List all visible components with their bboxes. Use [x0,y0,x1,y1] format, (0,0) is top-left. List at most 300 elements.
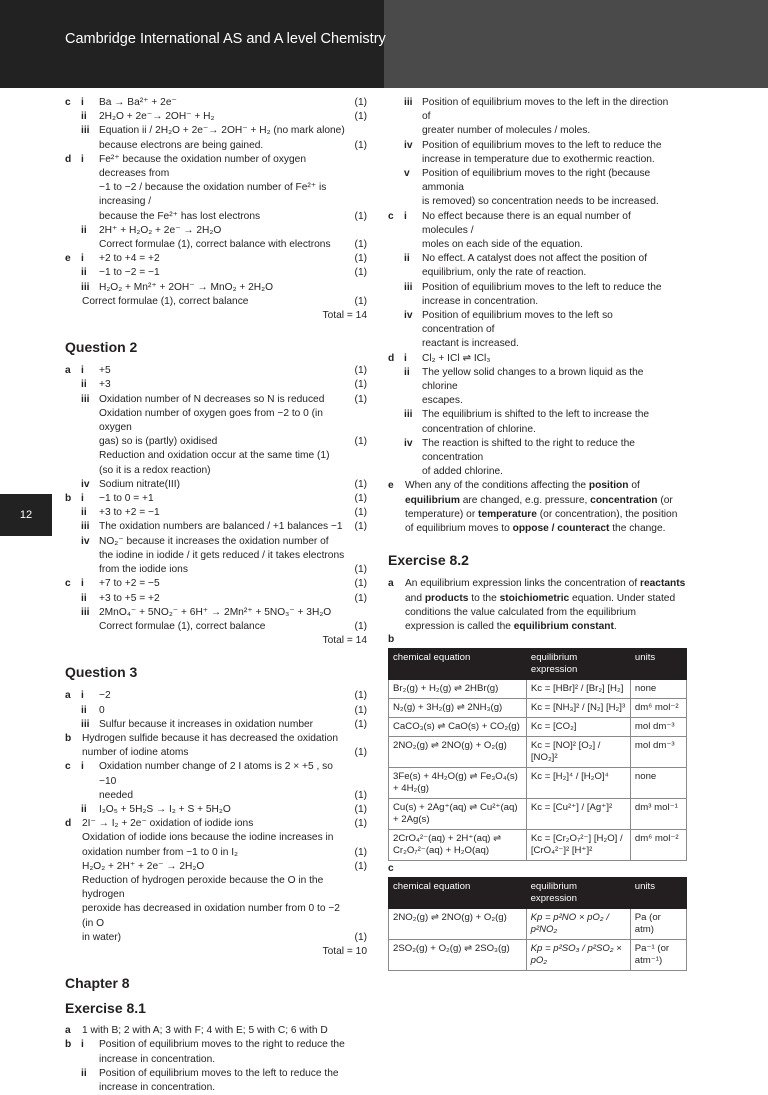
answer-text: +5 [99,365,111,377]
mark: (1) [354,393,367,405]
answer-text: No effect because there is an equal number of molecules / [422,210,631,236]
mark: (1) [354,818,367,830]
answer-line [65,96,367,110]
item-numeral: iii [81,393,90,405]
table-row [389,830,687,861]
answer-text: 2MnO₄⁻ + 5NO₂⁻ + 6H⁺ → 2Mn²⁺ + 5NO₃⁻ + 3H₂O [99,606,332,618]
answer-line [65,592,367,606]
answer-line [65,266,367,280]
units-cell: none [630,680,686,699]
table-header-row [389,878,687,909]
item-numeral: iii [81,606,90,618]
item-numeral: i [81,690,84,702]
total-q1: Total = 14 [322,310,367,322]
mark: (1) [354,747,367,759]
answer-text: increase in temperature due to exothermic reaction. [422,153,655,165]
answer-text: Ba → Ba²⁺ + 2e⁻ [99,97,177,108]
item-numeral: iii [81,521,90,533]
answer-line [65,295,367,309]
item-numeral: i [81,761,84,773]
equilibrium-expression-cell: Kp = p²NO × pO₂ / p²NO₂ [526,909,630,940]
answer-line [65,153,367,181]
answer-line [388,266,688,280]
item-letter: a [65,690,71,702]
answer-text: peroxide has decreased in oxidation number from 0 to −2 (in O [82,903,340,929]
item-letter: c [65,761,71,773]
keyword: stoichiometric [499,592,570,604]
answer-text: Position of equilibrium moves to the left to reduce the [422,139,662,151]
answer-line [65,817,367,831]
equilibrium-expression-cell: Kc = [CO₂] [526,718,630,737]
chemical-equation-cell: N₂(g) + 3H₂(g) ⇌ 2NH₃(g) [389,699,527,718]
item-numeral: ii [81,592,87,604]
text-run: An equilibrium expression links the concentration of [405,578,641,590]
equilibrium-expression-cell: Kc = [HBr]² / [Br₂] [H₂] [526,680,630,699]
answer-text: Oxidation number of oxygen goes from −2 to 0 (in oxygen [99,407,323,434]
item-letter: d [388,352,395,364]
answer-line [388,281,688,295]
answer-text: H₂O₂ + Mn²⁺ + 2OH⁻ → MnO₂ + 2H₂O [99,281,274,293]
item-numeral: iv [404,310,413,322]
answer-line [65,746,367,760]
chemical-equation-cell: 3Fe(s) + 4H₂O(g) ⇌ Fe₃O₄(s) + 4H₂(g) [389,768,527,799]
answer-line [388,295,688,309]
mark: (1) [354,860,367,872]
answer-text: concentration of chlorine. [422,423,536,435]
text-run: equation. Under stated conditions the value calculated from the equilibrium expression is called the [405,592,676,632]
item-numeral: ii [81,507,87,519]
item-numeral: iii [81,281,90,293]
answer-line [65,789,367,803]
answer-text: +3 to +5 = +2 [99,592,160,604]
answer-text: 1 with B; 2 with A; 3 with F; 4 with E; 5 with C; 6 with D [82,1025,328,1037]
item-letter: b [65,493,72,505]
answer-text: +7 to +2 = −5 [99,578,160,590]
page-number-tab: 12 [0,494,52,536]
heading-question-3: Question 3 [65,664,138,681]
answer-line [65,620,367,634]
answer-line [388,337,688,351]
answer-line [65,860,367,874]
chemical-equation-cell: CaCO₃(s) ⇌ CaO(s) + CO₂(g) [389,718,527,737]
text-run: . [613,620,617,632]
answer-line [65,577,367,591]
column-header: units [630,878,686,909]
answer-text: Equation ii / 2H₂O + 2e⁻→ 2OH⁻ + H₂ (no mark alone) [99,125,345,137]
answer-text: Reduction of hydrogen peroxide because the O in the hydrogen [82,874,324,901]
answer-text: Position of equilibrium moves to the left to reduce the [422,281,662,293]
mark: (1) [354,578,367,590]
answer-line [388,408,688,422]
answer-text: Position of equilibrium moves to the right to reduce the [99,1039,345,1051]
answer-line [388,167,688,195]
answer-text: greater number of molecules / moles. [422,125,591,137]
left-column [65,96,367,1095]
chemical-equation-cell: 2NO₂(g) ⇌ 2NO(g) + O₂(g) [389,909,527,940]
column-header: chemical equation [389,878,527,909]
answer-line [65,435,367,449]
item-numeral: i [81,365,84,377]
answer-text: Correct formulae (1), correct balance with electrons [99,239,331,251]
heading-question-2: Question 2 [65,339,138,356]
mark: (1) [354,718,367,730]
mark: (1) [354,493,367,505]
answer-line [65,803,367,817]
column-header: equilibrium expression [526,878,630,909]
answer-text: (so it is a redox reaction) [99,464,211,476]
item-numeral: i [81,1039,84,1051]
item-numeral: iii [81,125,90,137]
mark: (1) [354,139,367,151]
answers-question-3 [65,689,367,945]
answer-line [388,252,688,266]
table-row [389,680,687,699]
answer-a [388,577,688,634]
item-numeral: ii [404,253,410,265]
mark: (1) [354,267,367,279]
table-row [389,940,687,971]
answers-question-2 [65,364,367,634]
answer-text: The equilibrium is shifted to the left to increase the [422,409,650,421]
total-q2: Total = 14 [322,635,367,647]
chemical-equation-cell: Cu(s) + 2Ag⁺(aq) ⇌ Cu²⁺(aq) + 2Ag(s) [389,799,527,830]
answer-text: because the Fe²⁺ has lost electrons [99,210,261,222]
answer-text: −1 to −2 / because the oxidation number of Fe²⁺ is increasing / [99,182,327,208]
item-letter: c [65,97,71,108]
answer-line [65,478,367,492]
item-numeral: i [404,352,407,364]
heading-exercise-8-2: Exercise 8.2 [388,552,469,569]
answer-text: Correct formulae (1), correct balance [99,620,266,632]
mark: (1) [354,436,367,448]
item-numeral: iv [404,139,413,151]
answer-text: equilibrium, only the rate of reaction. [422,267,587,279]
answers-question-1 [65,96,367,309]
equilibrium-expression-cell: Kc = [Cu²⁺] / [Ag⁺]² [526,799,630,830]
keyword: equilibrium constant [513,620,614,632]
answer-line [65,704,367,718]
answer-line [388,394,688,408]
answer-line [65,110,367,124]
mark: (1) [354,239,367,251]
answer-line [65,931,367,945]
answer-line [65,238,367,252]
answer-line [65,1081,367,1095]
kc-table [388,648,687,861]
mark: (1) [354,564,367,576]
answer-e [388,479,688,536]
keyword: position [588,480,629,492]
item-numeral: i [81,97,84,108]
column-header: units [630,649,686,680]
mark: (1) [354,620,367,632]
mark: (1) [354,97,367,108]
mark: (1) [354,592,367,604]
answer-text: −2 [99,690,111,702]
answer-line [65,1053,367,1067]
item-letter-c: c [388,863,394,875]
answer-line [65,563,367,577]
answer-line [65,689,367,703]
answer-line [388,309,688,337]
answer-line [65,902,367,930]
equilibrium-expression-cell: Kp = p²SO₃ / p²SO₂ × pO₂ [526,940,630,971]
answer-text: reactant is increased. [422,338,519,350]
answer-text: increase in concentration. [422,295,539,307]
item-numeral: ii [404,366,410,378]
answer-line [65,874,367,902]
equilibrium-expression-cell: Kc = [NO]² [O₂] / [NO₂]² [526,737,630,768]
answer-line [65,846,367,860]
answer-text: Fe²⁺ because the oxidation number of oxygen decreases from [99,153,306,180]
answer-text: The reaction is shifted to the right to reduce the concentration [422,437,635,464]
item-letter-b: b [388,634,395,646]
item-numeral: iii [404,281,413,293]
item-letter: a [65,365,71,377]
answer-text: +3 to +2 = −1 [99,507,160,519]
mark: (1) [354,111,367,123]
answer-text: gas) so is (partly) oxidised [99,436,218,448]
item-numeral: iv [81,535,90,547]
answer-text: because electrons are being gained. [99,139,264,151]
equilibrium-expression-cell: Kc = [H₂]⁴ / [H₂O]⁴ [526,768,630,799]
answer-text: Oxidation number change of 2 I atoms is 2 × +5 , so −10 [99,761,333,787]
units-cell: mol dm⁻³ [630,737,686,768]
answer-line [65,606,367,620]
answer-line [388,423,688,437]
heading-exercise-8-1: Exercise 8.1 [65,1000,146,1017]
mark: (1) [354,210,367,222]
item-numeral: ii [81,267,87,279]
answer-line [65,1038,367,1052]
units-cell: Pa⁻¹ (or atm⁻¹) [630,940,686,971]
heading-chapter-8: Chapter 8 [65,975,130,992]
answer-text: Correct formulae (1), correct balance [82,295,249,307]
answer-line [388,238,688,252]
item-letter: a [65,1025,71,1037]
column-header: equilibrium expression [526,649,630,680]
total-q3: Total = 10 [322,945,367,957]
item-letter: e [388,480,394,492]
text-run: of [628,480,640,492]
mark: (1) [354,846,367,858]
table-row [389,768,687,799]
item-numeral: i [81,153,84,165]
keyword: concentration [590,494,658,506]
answer-text: Position of equilibrium moves to the left in the direction of [422,97,669,123]
answer-e-text [388,479,688,536]
answer-line [65,139,367,153]
equilibrium-expression-cell: Kc = [Cr₂O₇²⁻] [H₂O] / [CrO₄²⁻]² [H⁺]² [526,830,630,861]
answer-line [65,449,367,463]
right-column [388,96,688,971]
answer-text: 2H⁺ + H₂O₂ + 2e⁻ → 2H₂O [99,224,222,236]
answer-text: number of iodine atoms [82,747,189,759]
item-letter: d [65,818,72,830]
answer-text: Hydrogen sulfide because it has decreased the oxidation [82,732,338,744]
table-row [389,718,687,737]
keyword: products [424,592,469,604]
text-run: the change. [609,523,666,535]
page-header [0,0,768,88]
chemical-equation-cell: Br₂(g) + H₂(g) ⇌ 2HBr(g) [389,680,527,699]
answer-text: oxidation number from −1 to 0 in I₂ [82,846,239,858]
answer-text: increase in concentration. [99,1053,216,1065]
answer-line [65,364,367,378]
answer-text: −1 to 0 = +1 [99,493,154,505]
table-row [389,699,687,718]
item-numeral: i [81,578,84,590]
equilibrium-expression-cell: Kc = [NH₃]² / [N₂] [H₂]³ [526,699,630,718]
chemical-equation-cell: 2CrO₄²⁻(aq) + 2H⁺(aq) ⇌ Cr₂O₇²⁻(aq) + H₂O(aq) [389,830,527,861]
keyword: reactants [640,578,686,590]
item-numeral: ii [81,111,87,123]
mark: (1) [354,521,367,533]
keyword: oppose / counteract [512,523,610,535]
answer-line [65,520,367,534]
item-letter: b [65,732,72,744]
answer-text: Cl₂ + ICl ⇌ ICl₃ [422,352,491,364]
answer-line [388,124,688,138]
table-row [389,799,687,830]
answers-exercise-8-1-continued [388,96,688,479]
mark: (1) [354,379,367,391]
keyword: temperature [478,508,537,520]
answer-text: Position of equilibrium moves to the left so concentration of [422,310,613,336]
text-run: When any of the conditions affecting the [405,480,589,492]
answer-line [65,464,367,478]
answer-text: needed [99,789,133,801]
item-numeral: iii [404,97,413,108]
table-header-row [389,649,687,680]
answer-line [388,153,688,167]
text-run: to the [468,592,500,604]
answer-text: −1 to −2 = −1 [99,267,160,279]
item-numeral: iv [81,478,90,490]
item-letter: c [65,578,71,590]
answer-text: is removed) so concentration needs to be increased. [422,196,659,208]
answer-line [65,1067,367,1081]
answer-text: Position of equilibrium moves to the right (because ammonia [422,168,651,194]
text-run: (or temperature) or [405,494,673,520]
answer-line [65,760,367,788]
answer-text: increase in concentration. [99,1081,216,1093]
book-title: Cambridge International AS and A level Chemistry [65,31,386,47]
answer-text: of added chlorine. [422,466,503,478]
mark: (1) [354,253,367,265]
answer-line [65,549,367,563]
item-letter: e [65,253,71,265]
answer-line [388,210,688,238]
answer-line [65,181,367,209]
keyword: equilibrium [405,494,460,506]
answer-line [65,281,367,295]
text-run: are changed, e.g. pressure, [459,494,591,506]
answer-text: Oxidation of iodide ions because the iodine increases in [82,832,334,844]
answer-text: in water) [82,931,122,943]
item-numeral: iii [81,718,90,730]
answer-line [65,224,367,238]
answer-text: Oxidation number of N decreases so N is reduced [99,393,325,405]
answer-line [65,378,367,392]
mark: (1) [354,690,367,702]
item-numeral: i [81,253,84,265]
units-cell: mol dm⁻³ [630,718,686,737]
mark: (1) [354,365,367,377]
answer-line [65,492,367,506]
mark: (1) [354,789,367,801]
item-numeral: ii [81,379,87,391]
answer-text: No effect. A catalyst does not affect the position of [422,253,648,265]
answer-line [388,465,688,479]
answer-line [65,407,367,435]
answer-line [65,718,367,732]
answer-line [65,393,367,407]
item-numeral: ii [81,1067,87,1079]
answer-text: the iodine in iodide / it gets reduced / it takes electrons [99,549,345,561]
item-letter: b [65,1039,72,1051]
answer-text: +2 to +4 = +2 [99,253,160,265]
chemical-equation-cell: 2NO₂(g) ⇌ 2NO(g) + O₂(g) [389,737,527,768]
item-numeral: v [404,168,410,180]
answer-line [65,831,367,845]
item-numeral: ii [81,803,87,815]
answer-text: +3 [99,379,111,391]
table-row [389,737,687,768]
answer-line [388,96,688,124]
answer-text: escapes. [422,395,463,407]
units-cell: dm⁶ mol⁻² [630,830,686,861]
answer-line [65,124,367,138]
item-letter: d [65,153,72,165]
item-numeral: ii [81,704,87,716]
answer-line [388,437,688,465]
answer-text: The yellow solid changes to a brown liquid as the chlorine [422,366,644,393]
units-cell: none [630,768,686,799]
answer-line [388,139,688,153]
mark: (1) [354,931,367,943]
answer-text: 2I⁻ → I₂ + 2e⁻ oxidation of iodide ions [82,818,254,830]
answer-text: H₂O₂ + 2H⁺ + 2e⁻ → 2H₂O [82,860,205,872]
table-row [389,909,687,940]
answers-exercise-8-1 [65,1024,367,1095]
answer-line [388,352,688,366]
units-cell: Pa (or atm) [630,909,686,940]
answer-text: 0 [99,704,105,716]
answer-text: Sodium nitrate(III) [99,478,180,490]
mark: (1) [354,295,367,307]
answer-line [65,252,367,266]
mark: (1) [354,478,367,490]
item-letter: c [388,210,394,222]
answer-text: Reduction and oxidation occur at the same time (1) [99,450,330,462]
item-numeral: iv [404,437,413,449]
chemical-equation-cell: 2SO₂(g) + O₂(g) ⇌ 2SO₃(g) [389,940,527,971]
mark: (1) [354,803,367,815]
answer-line [388,366,688,394]
item-numeral: i [81,493,84,505]
mark: (1) [354,507,367,519]
answer-text: 2H₂O + 2e⁻→ 2OH⁻ + H₂ [99,111,215,123]
column-header: chemical equation [389,649,527,680]
text-run: and [405,592,425,604]
answer-line [388,195,688,209]
answer-text: Position of equilibrium moves to the left to reduce the [99,1067,339,1079]
item-numeral: ii [81,224,87,236]
answer-a-text [388,577,688,634]
item-letter: a [388,578,394,590]
item-numeral: i [404,210,407,222]
